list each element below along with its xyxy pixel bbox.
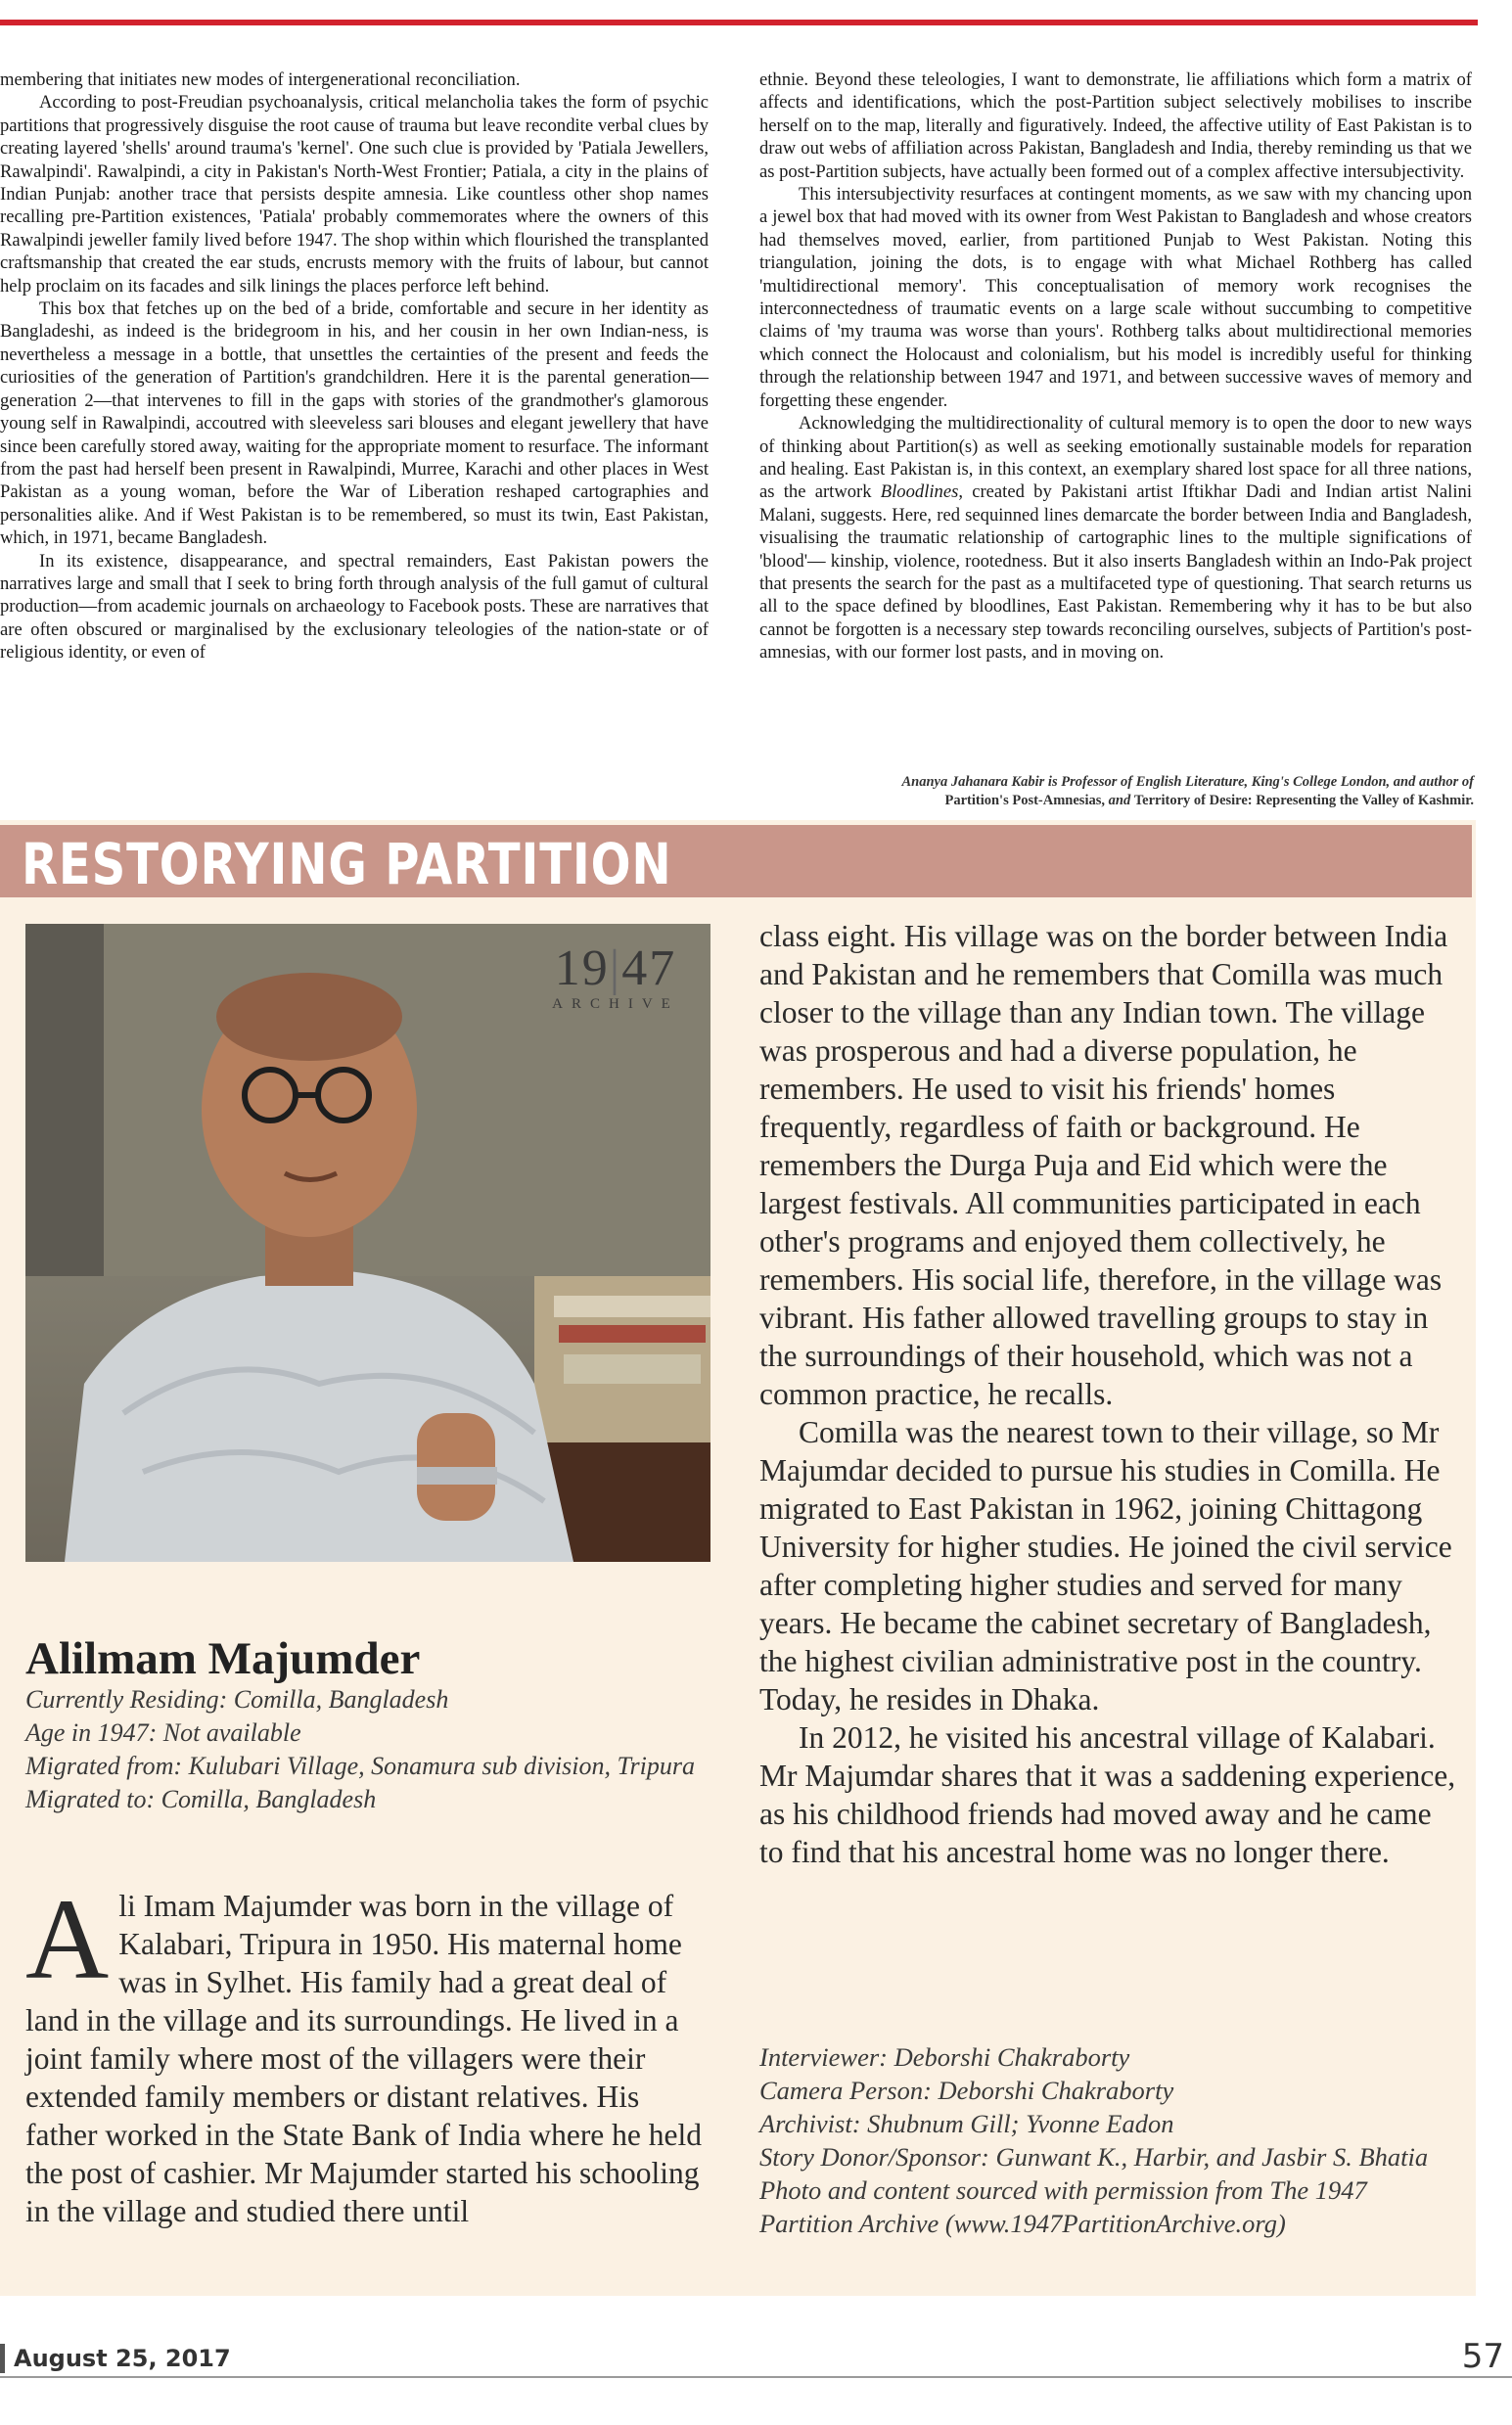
byline-text: Ananya Jahanara Kabir is Professor of English Literature, King's College London, and author of xyxy=(901,774,1474,790)
drop-cap: A xyxy=(25,1875,110,2003)
credit-source: Photo and content sourced with permission from The 1947 Partition Archive (www.1947PartitionArchive.org) xyxy=(759,2175,1367,2238)
credit-interviewer: Interviewer: Deborshi Chakraborty xyxy=(759,2042,1130,2072)
paragraph-text: , created by Pakistani artist Iftikhar Dadi and Indian artist Nalini Malani, suggests. Here, red sequinned lines demarcate the border between India and Bangladesh, visualising the traumatic relationship of cartographic lines to the multiple significations of 'blood'— kinship, violence, rootedness. But it also inserts Bangladesh within an Indo-Pak project that presents the search for the past as a multifaceted type of questioning. That search returns us all to the space defined by bloodlines, East Pakistan. Remembering why it has to be but also cannot be forgotten is a necessary step towards reconciling ourselves, subjects of Partition's post-amnesias, with our former lost pasts, and in moving on. xyxy=(759,481,1472,663)
article-paragraph: ethnie. Beyond these teleologies, I want to demonstrate, lie affiliations which form a matrix of affects and identifications, which the post-Partition subject selectively mobilises to inscribe herself on to the map, literally and figuratively. Indeed, the affective utility of East Pakistan is to draw out webs of affiliation across Pakistan, Bangladesh and India, thereby reminding us that we as post-Partition subjects, have actually been formed out of a complex affective intersubjectivity. xyxy=(759,69,1472,182)
article-paragraph: According to post-Freudian psychoanalysis, critical melancholia takes the form of psychic partitions that progressively disguise the root cause of trauma but leave recondite verbal clues by creating layered 'shells' around trauma's 'kernel'. One such clue is provided by 'Patiala Jewellers, Rawalpindi'. Rawalpindi, a city in Pakistan's North-West Frontier; Patiala, a city in the plains of Indian Punjab: another trace that persists despite amnesia. Like countless other shop names recalling pre-Partition existences, 'Patiala' probably commemorates where the owners of this Rawalpindi jeweller family lived before 1947. The shop within which flourished the transplanted craftsmanship that created the ear studs, encrusts memory with the fruits of labour, but cannot help proclaim on its facades and silk linings the places perforce left behind. xyxy=(0,92,709,297)
story-paragraph xyxy=(25,1875,712,2230)
footer-marker xyxy=(0,2344,5,2373)
issue-date: August 25, 2017 xyxy=(14,2345,231,2372)
detail-migrated-to: Migrated to: Comilla, Bangladesh xyxy=(25,1785,377,1813)
article-paragraph: In its existence, disappearance, and spectral remainders, East Pakistan powers the narratives large and small that I seek to bring forth through analysis of the full gamut of cultural production—from academic journals on archaeology to Facebook posts. These are narratives that are often obscured or marginalised by the exclusionary teleologies of the nation-state or of religious identity, or even of xyxy=(0,550,709,663)
credit-camera-person: Camera Person: Deborshi Chakraborty xyxy=(759,2076,1174,2105)
person-details xyxy=(25,1683,710,1816)
article-paragraph: This intersubjectivity resurfaces at contingent moments, as we saw with my chancing upon a jewel box that had moved with its owner from West Pakistan to Bangladesh and whose creators had themselves moved, earlier, from partitioned Punjab to West Pakistan. Noting this triangulation, joining the dots, is to engage with what Michael Rothberg has called 'multidirectional memory'. This conceptualisation of memory work recognises the interconnectedness of traumatic events on a large scale without succumbing to competitive claims of 'my trauma was worse than yours'. Rothberg talks about multidirectional memories which connect the Holocaust and colonialism, but his model is incredibly useful for thinking through the relationship between 1947 and 1971, and between successive waves of memory and forgetting these engender. xyxy=(759,184,1472,411)
logo-number-left: 19 xyxy=(554,940,610,996)
footer-rule xyxy=(0,2376,1512,2378)
portrait-photo xyxy=(25,924,710,1562)
person-name: Alilmam Majumder xyxy=(25,1633,421,1684)
credit-sponsor: Story Donor/Sponsor: Gunwant K., Harbir, and Jasbir S. Bhatia xyxy=(759,2142,1429,2172)
story-paragraph: In 2012, he visited his ancestral village of Kalabari. Mr Majumdar shares that it was a saddening experience, as his childhood friends had moved away and he came to find that his ancestral home was no longer there. xyxy=(759,1720,1456,1869)
detail-current-residence: Currently Residing: Comilla, Bangladesh xyxy=(25,1685,449,1714)
story-paragraph: class eight. His village was on the border between India and Pakistan and he remembers that Comilla was much closer to the village than any Indian town. The village was prosperous and had a diverse population, he remembers. He used to visit his friends' homes frequently, regardless of faith or background. He remembers the Durga Puja and Eid which were the largest festivals. All communities participated in each other's programs and enjoyed them collectively, he remembers. His social life, therefore, in the village was vibrant. His father allowed travelling groups to stay in the surroundings of their household, which was not a common practice, he recalls. xyxy=(759,919,1448,1411)
story-credits xyxy=(759,2040,1458,2240)
page-number: 57 xyxy=(1461,2337,1504,2376)
article-column-left xyxy=(0,69,709,664)
section-banner xyxy=(0,825,1472,897)
byline-book-title: Partition's Post-Amnesias, xyxy=(944,793,1105,808)
top-accent-rule xyxy=(0,20,1478,25)
banner-title: RESTORYING PARTITION xyxy=(22,831,672,897)
credit-archivist: Archivist: Shubnum Gill; Yvonne Eadon xyxy=(759,2109,1174,2138)
story-column-left xyxy=(25,1875,712,2230)
portrait-illustration xyxy=(25,924,710,1562)
logo-word: ARCHIVE xyxy=(552,996,679,1012)
logo-number-right: 47 xyxy=(621,940,677,996)
archive-logo: 19|47 ARCHIVE xyxy=(542,941,689,1013)
story-column-right xyxy=(759,917,1458,1871)
article-column-right xyxy=(759,69,1472,664)
article-paragraph: membering that initiates new modes of intergenerational reconciliation. xyxy=(0,69,521,90)
artwork-title: Bloodlines xyxy=(880,481,959,503)
article-paragraph: This box that fetches up on the bed of a bride, comfortable and secure in her identity as Bangladeshi, as indeed is the bridegroom in his, and her cousin in her own Indian-ness, is nevertheless a message in a bottle, that unsettles the certainties of the present and feeds the curiosities of the generation of Partition's grandchildren. Here it is the parental generation—generation 2—that intervenes to fill in the gaps with stories of the grandmother's glamorous young self in Rawalpindi, accoutred with sleeveless sari blouses and elegant jewellery that have since been carefully stored away, waiting for the appropriate moment to resurface. The informant from the past had herself been present in Rawalpindi, Murree, Karachi and other places in West Pakistan as a young woman, before the War of Liberation reshaped cartographies and personalities alike. And if West Pakistan is to be remembered, so must its twin, East Pakistan, which, in 1971, became Bangladesh. xyxy=(0,298,709,549)
byline-book-title: Territory of Desire: Representing the Valley of Kashmir. xyxy=(1133,793,1474,808)
detail-migrated-from: Migrated from: Kulubari Village, Sonamura sub division, Tripura xyxy=(25,1752,695,1780)
byline-text: and xyxy=(1108,793,1131,808)
author-byline xyxy=(685,773,1474,810)
paragraph-text: Acknowledging the multidirectionality of cultural memory is to open the door to new ways of thinking about Partition(s) as well as seeking emotionally sustainable models for reparation and healing. East Pakistan is, in this context, an exemplary shared lost space for all three nations, as the artwork xyxy=(759,413,1472,503)
detail-age-1947: Age in 1947: Not available xyxy=(25,1718,301,1747)
story-text: li Imam Majumder was born in the village of Kalabari, Tripura in 1950. His maternal home was in Sylhet. His family had a great deal of land in the village and its surroundings. He lived in a joint family where most of the villagers were their extended family members or distant relatives. His father worked in the State Bank of India where he held the post of cashier. Mr Majumder started his schooling in the village and studied there until xyxy=(25,1889,703,2228)
article-paragraph xyxy=(759,412,1472,663)
story-paragraph: Comilla was the nearest town to their village, so Mr Majumdar decided to pursue his studies in Comilla. He migrated to East Pakistan in 1962, joining Chittagong University for higher studies. He joined the civil service after completing higher studies and served for many years. He became the cabinet secretary of Bangladesh, the highest civilian administrative post in the country. Today, he resides in Dhaka. xyxy=(759,1415,1452,1716)
